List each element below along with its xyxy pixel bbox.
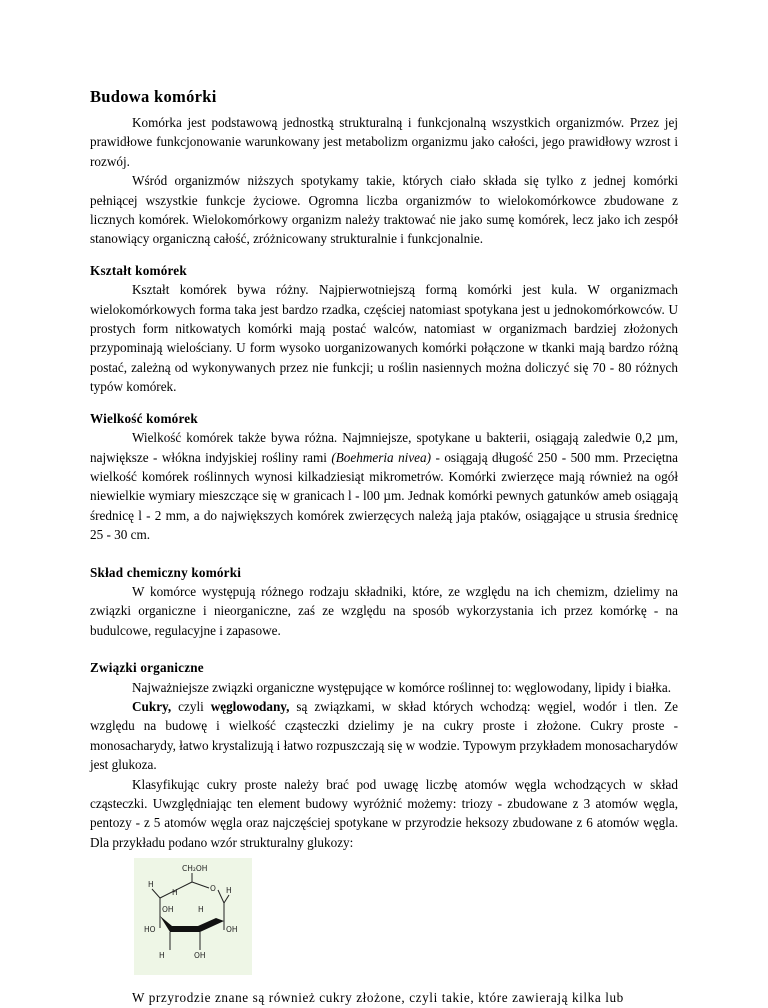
formula-oh-right: OH <box>226 925 238 935</box>
bond-ring-right-upper <box>218 890 224 903</box>
section-chem <box>90 563 678 641</box>
organic-paragraph-4: W przyrodzie znane są również cukry złożone, czyli takie, które zawierają kilka lub <box>132 990 624 1006</box>
section-heading-size: Wielkość komórek <box>90 410 198 426</box>
size-text-2: - osiągają długość 250 - 500 mm. Przeciętna wielkość komórek roślinnych wynosi kilkadziesiąt mikrometrów. Komórki zwierzęce mają również na ogół niewielkie wymiary mieszczące się w granicach l - l00 µm. Jednak komórki pewnych gatunków ameb osiągają średnicę l - 2 mm, a do największych komórek zwierzęcych należą jaja ptaków, osiągające u strusia średnicę 25 - 30 cm. <box>90 449 678 543</box>
formula-h-bottom: H <box>159 951 165 961</box>
term-cukry: Cukry, <box>132 698 172 714</box>
formula-oh-bottom: OH <box>194 951 206 961</box>
formula-o-ring: O <box>210 884 216 894</box>
bond-h-left <box>152 889 160 898</box>
section-size <box>90 409 678 545</box>
ring-front-bond <box>160 916 224 932</box>
page-title: Budowa komórki <box>90 87 217 106</box>
intro-paragraph-1: Komórka jest podstawową jednostką strukturalną i funkcjonalną wszystkich organizmów. Przez jej prawidłowe funkcjonowanie warunkowany jest metabolizm organizmu jako całości, jego prawidłowy wzrost i rozwój. <box>90 115 678 169</box>
formula-h-left: H <box>148 880 154 890</box>
formula-h-inner-right: H <box>198 905 204 915</box>
formula-oh-inner: OH <box>162 905 174 915</box>
formula-h-inner-left: H <box>172 888 178 898</box>
organic-p2-rest: są związkami, w skład których wchodzą: węgiel, wodór i tlen. Ze względu na budowę i wielkość cząsteczki dzielimy je na cukry proste i złożone. Cukry proste - monosacharydy, łatwo krystalizują i łatwo rozpuszczają się w wodzie. Typowym przykładem monosacharydów jest glukoza. <box>90 698 678 773</box>
species-name: (Boehmeria nivea) <box>331 449 432 465</box>
organic-paragraph-1: Najważniejsze związki organiczne występujące w komórce roślinnej to: węglowodany, lipidy i białka. <box>132 679 672 695</box>
organic-p2-mid: czyli <box>171 698 211 714</box>
section-heading-chem: Skład chemiczny komórki <box>90 564 242 580</box>
formula-ho-left: HO <box>144 925 156 935</box>
organic-paragraph-3: Klasyfikując cukry proste należy brać pod uwagę liczbę atomów węgla wchodzących w skład cząsteczki. Uwzględniając ten element budowy wyróżnić możemy: triozy - zbudowane z 3 atomów węgla, pentozy - z 5 atomów węgla oraz najczęściej spotykane w przyrodzie heksozy zbudowane z 6 atomów węgla. Dla przykładu podano wzór strukturalny glukozy: <box>90 776 678 850</box>
term-weglowodany: węglowodany, <box>210 698 290 714</box>
chem-paragraph: W komórce występują różnego rodzaju składniki, które, ze względu na ich chemizm, dzielimy na związki organiczne i nieorganiczne, zaś ze względu na sposób wykorzystania ich przez komórkę - na budulcowe, regulacyjne i zapasowe. <box>90 583 678 638</box>
section-organic <box>90 658 678 1007</box>
intro-paragraph-2: Wśród organizmów niższych spotykamy takie, których ciało składa się tylko z jednej komórki pełniącej wszystkie funkcje życiowe. Ogromna liczba organizmów to wielokomórkowce zbudowane z licznych komórek. Wielokomórkowy organizm należy traktować nie jako sumę komórek, lecz jako ich zespół stanowiący organiczną całość, zróżnicowany strukturalnie i funkcjonalnie. <box>90 173 678 247</box>
glucose-structure-diagram <box>134 858 252 975</box>
document-page <box>90 86 678 1008</box>
bond-ring-top-right <box>192 882 209 888</box>
size-text-1: Wielkość komórek także bywa różna. Najmniejsze, spotykane u bakterii, osiągają zaledwie 0,2 µm, największe - włókna indyjskiej rośliny rami <box>90 430 678 465</box>
size-paragraph <box>90 428 678 544</box>
section-heading-shape: Kształt komórek <box>90 262 187 278</box>
section-heading-organic: Związki organiczne <box>90 660 204 676</box>
shape-paragraph: Kształt komórek bywa różny. Najpierwotniejszą formą komórki jest kula. W organizmach wielokomórkowych forma taka jest bardzo rzadka, częściej natomiast spotykana jest u jednokomórkowców. U prostych form nitkowatych komórki mają postać walców, natomiast w organizmach bardziej złożonych przypominają wielościany. U form wysoko uorganizowanych komórki połączone w tkanki mają bardzo różną postać, zależną od wykonywanych przez nie funkcji; u roślin nasiennych można doliczyć się 70 - 80 różnych typów komórek. <box>90 282 678 395</box>
formula-ch2oh: CH₂OH <box>182 864 208 874</box>
glucose-structure-figure <box>134 858 252 975</box>
formula-h-right: H <box>226 886 232 896</box>
bond-h-right <box>224 895 229 903</box>
section-shape <box>90 261 678 397</box>
organic-paragraph-2 <box>90 697 678 775</box>
